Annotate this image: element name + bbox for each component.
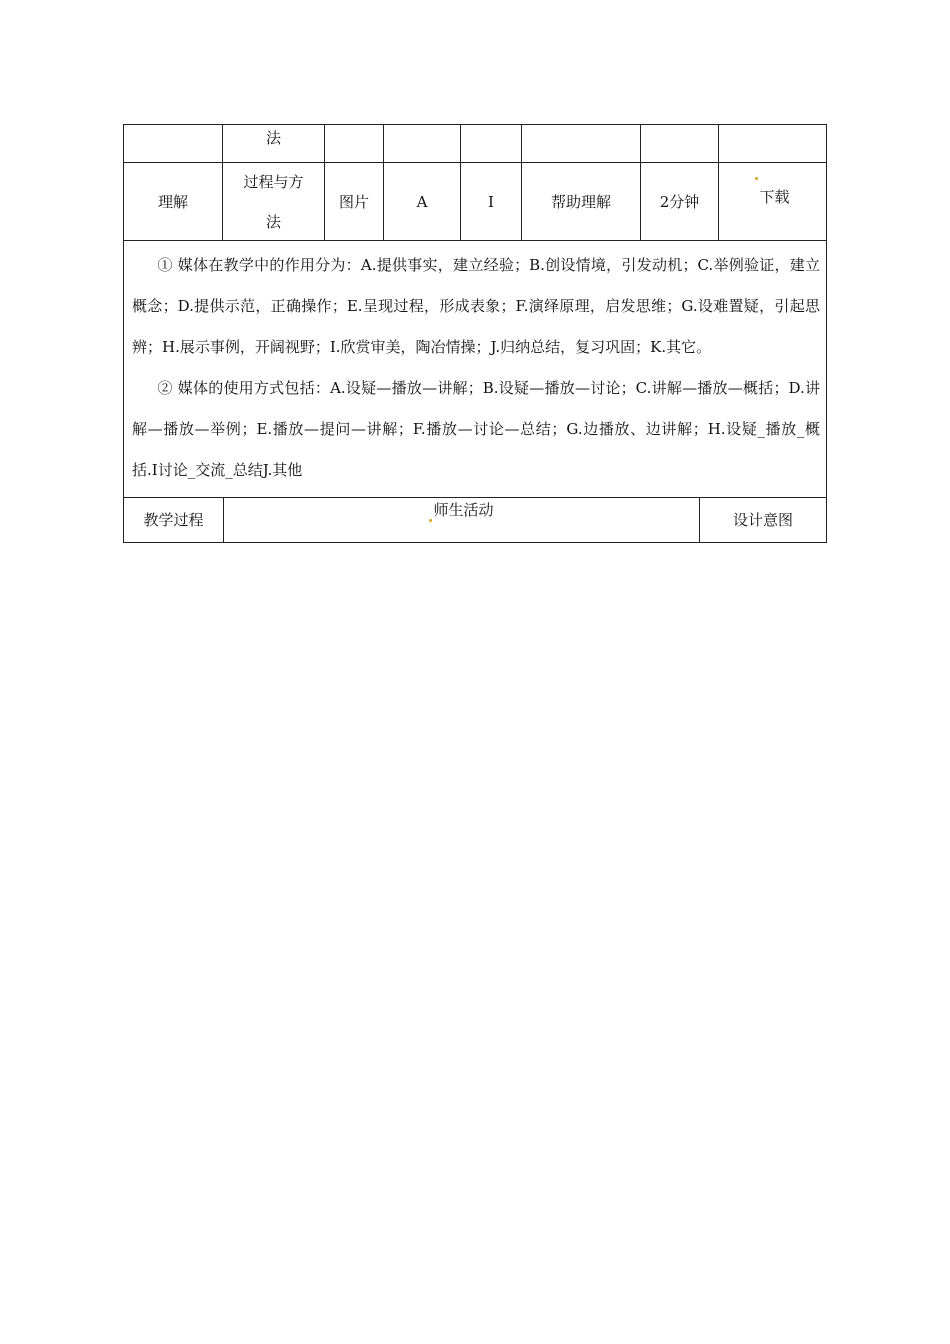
table-cell: 法 bbox=[223, 125, 325, 162]
activity-text: 师生活动 bbox=[433, 501, 494, 519]
note-paragraph-1: ① 媒体在教学中的作用分为：A.提供事实，建立经验；B.创设情境，引发动机；C.举例验证，建立概念；D.提供示范，正确操作；E.呈现过程，形成表象；F.演绎原理，启发思维；G.设难置疑，引起思辨；H.展示事例，开阔视野；I.欣赏审美，陶冶情操；J.归纳总结，复习巩固；K.其它。 bbox=[132, 256, 820, 356]
source-text: 下载 bbox=[759, 188, 790, 206]
table-cell bbox=[124, 125, 223, 162]
table-cell bbox=[384, 125, 461, 162]
dot-mark-icon bbox=[429, 519, 432, 522]
table-cell bbox=[325, 125, 384, 162]
intent-header: 设计意图 bbox=[732, 511, 793, 529]
time-cell: 2分钟 bbox=[641, 163, 719, 240]
table-cell bbox=[719, 125, 826, 162]
table-row bbox=[124, 163, 826, 241]
method-cell: I bbox=[461, 163, 522, 240]
type-cell: A bbox=[384, 163, 461, 240]
dimension-cell: 过程与方 法 bbox=[223, 163, 325, 240]
table-row bbox=[124, 125, 826, 163]
effect-cell: 帮助理解 bbox=[522, 163, 641, 240]
table-cell bbox=[522, 125, 641, 162]
goal-cell: 理解 bbox=[124, 163, 223, 240]
table-cell bbox=[641, 125, 719, 162]
table-cell bbox=[461, 125, 522, 162]
footer-row bbox=[124, 498, 826, 542]
source-cell bbox=[719, 163, 826, 240]
media-plan-table bbox=[123, 124, 827, 543]
notes-cell bbox=[124, 241, 826, 497]
activity-header bbox=[224, 498, 700, 542]
dot-mark-icon bbox=[755, 177, 758, 180]
media-cell: 图片 bbox=[325, 163, 384, 240]
note-paragraph-2: ② 媒体的使用方式包括：A.设疑—播放—讲解；B.设疑—播放—讨论；C.讲解—播放—概括；D.讲解—播放—举例；E.播放—提问—讲解；F.播放—讨论—总结；G.边播放、边讲解；H.设疑_播放_概括.I讨论_交流_总结J.其他 bbox=[132, 379, 820, 479]
process-header: 教学过程 bbox=[124, 498, 224, 542]
notes-row bbox=[124, 241, 826, 498]
